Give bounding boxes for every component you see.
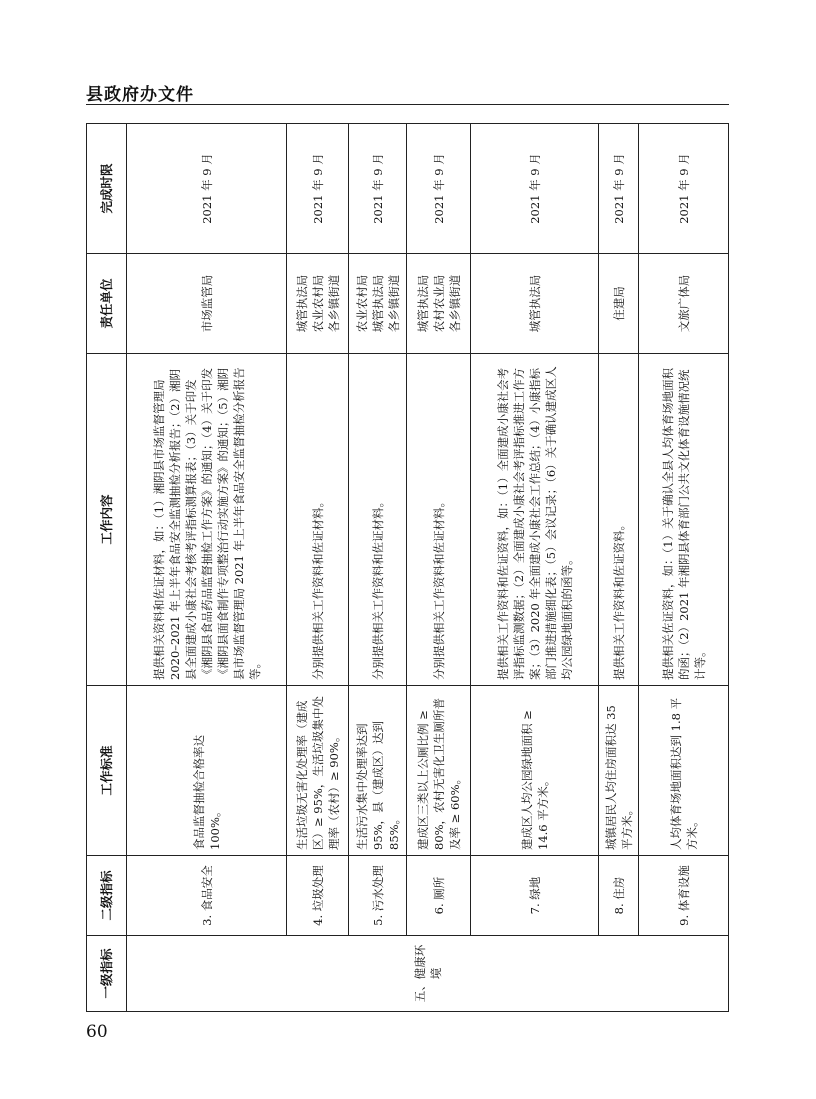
- content-cell: 提供相关佐证资料，如：（1）关于确认全县人均体育场地面积的函；（2）2021 年湘阴县体育部门公共文化体育设施情况统计等。: [639, 354, 729, 686]
- unit-name: 各乡镇街道: [447, 274, 462, 333]
- level1-indicator-cell: 五、健康环境: [127, 936, 729, 1012]
- deadline-cell: 2021 年 9 月: [349, 124, 407, 254]
- content-cell: 提供相关工作资料和佐证资料。: [599, 354, 639, 686]
- table-row: [471, 124, 599, 1012]
- standard-cell: 食品监督抽检合格率达 100%。: [127, 686, 287, 856]
- unit-name: 各乡镇街道: [386, 274, 401, 333]
- content-cell: 分别提供相关工作资料和佐证材料。: [287, 354, 349, 686]
- level2-indicator-cell: 8. 住房: [599, 856, 639, 936]
- level2-indicator-cell: 6. 厕所: [407, 856, 471, 936]
- level2-indicator-cell: 3. 食品安全: [127, 856, 287, 936]
- unit-name: 住建局: [611, 286, 626, 321]
- unit-cell: [287, 254, 349, 354]
- rotated-table-container: [86, 124, 729, 1012]
- table-row: [639, 124, 729, 1012]
- content-cell: 分别提供相关工作资料和佐证材料。: [407, 354, 471, 686]
- table-header-row: [87, 124, 127, 1012]
- page-number: 60: [86, 1022, 108, 1042]
- standard-cell: 生活污水集中处理率达到 95%，县（建成区）达到 85%。: [349, 686, 407, 856]
- table-row: [287, 124, 349, 1012]
- unit-cell: [599, 254, 639, 354]
- table-row: [407, 124, 471, 1012]
- unit-cell: [639, 254, 729, 354]
- unit-cell: [349, 254, 407, 354]
- deadline-cell: 2021 年 9 月: [471, 124, 599, 254]
- column-header: 工作标准: [87, 686, 127, 856]
- unit-name: 文旅广体局: [676, 274, 691, 333]
- deadline-cell: 2021 年 9 月: [639, 124, 729, 254]
- unit-name: 各乡镇街道: [326, 274, 341, 333]
- column-header: 工作内容: [87, 354, 127, 686]
- content-cell: 分别提供相关工作资料和佐证材料。: [349, 354, 407, 686]
- standard-cell: 城镇居民人均住房面积达 35 平方米。: [599, 686, 639, 856]
- unit-name: 农业农村局: [310, 274, 325, 333]
- unit-name: 农业农村局: [354, 274, 369, 333]
- running-header-title: 县政府办文件: [86, 85, 194, 105]
- unit-name: 城管执法局: [294, 274, 309, 333]
- unit-name: 城管执法局: [370, 274, 385, 333]
- unit-name: 市场监管局: [199, 274, 214, 333]
- level2-indicator-cell: 7. 绿地: [471, 856, 599, 936]
- unit-cell: [407, 254, 471, 354]
- column-header: 一级指标: [87, 936, 127, 1012]
- indicator-table: [86, 123, 729, 1012]
- deadline-cell: 2021 年 9 月: [407, 124, 471, 254]
- column-header: 责任单位: [87, 254, 127, 354]
- table-row: [349, 124, 407, 1012]
- header-rule: [86, 104, 729, 105]
- standard-cell: 人均体育场地面积达到 1.8 平方米。: [639, 686, 729, 856]
- standard-cell: 建成区三类以上公厕比例 ≥ 80%，农村无害化卫生厕所普及率 ≥ 60%。: [407, 686, 471, 856]
- unit-name: 农村农业局: [431, 274, 446, 333]
- deadline-cell: 2021 年 9 月: [127, 124, 287, 254]
- content-cell: 提供相关资料和佐证材料，如：（1）湘阴县市场监督管理局 2020–2021 年上半年食品安全监测抽检分析报告；（2）湘阴县全面建成小康社会考核考评指标测算报表；（3）关于印发《湘阴县食品药品监督抽检工作方案》的通知；（4）关于印发《湘阴县面食制作专项整治行动实施方案》的通知；（5）湘阴县市场监督管理局 2021 年上半年食品安全监督抽检分析报告等。: [127, 354, 287, 686]
- deadline-cell: 2021 年 9 月: [287, 124, 349, 254]
- standard-cell: 建成区人均公园绿地面积 ≥ 14.6 平方米。: [471, 686, 599, 856]
- level2-indicator-cell: 4. 垃圾处理: [287, 856, 349, 936]
- unit-cell: [127, 254, 287, 354]
- table-row: [127, 124, 287, 1012]
- deadline-cell: 2021 年 9 月: [599, 124, 639, 254]
- unit-name: 城管执法局: [415, 274, 430, 333]
- content-cell: 提供相关工作资料和佐证资料，如：（1）全面建成小康社会考评指标监测数据；（2）全面建成小康社会考评指标推进工作方案；（3）2020 年全面建成小康社会工作总结；（4）小康指标部门推进措施细化表；（5）会议记录；（6）关于确认建成区人均公园绿地面积的函等。: [471, 354, 599, 686]
- level2-indicator-cell: 5. 污水处理: [349, 856, 407, 936]
- unit-cell: [471, 254, 599, 354]
- table-row: [599, 124, 639, 1012]
- column-header: 完成时限: [87, 124, 127, 254]
- level2-indicator-cell: 9. 体育设施: [639, 856, 729, 936]
- standard-cell: 生活垃圾无害化处理率（建成区）≥ 95%，生活垃圾集中处理率（农村）≥ 90%。: [287, 686, 349, 856]
- column-header: 二级指标: [87, 856, 127, 936]
- unit-name: 城管执法局: [527, 274, 542, 333]
